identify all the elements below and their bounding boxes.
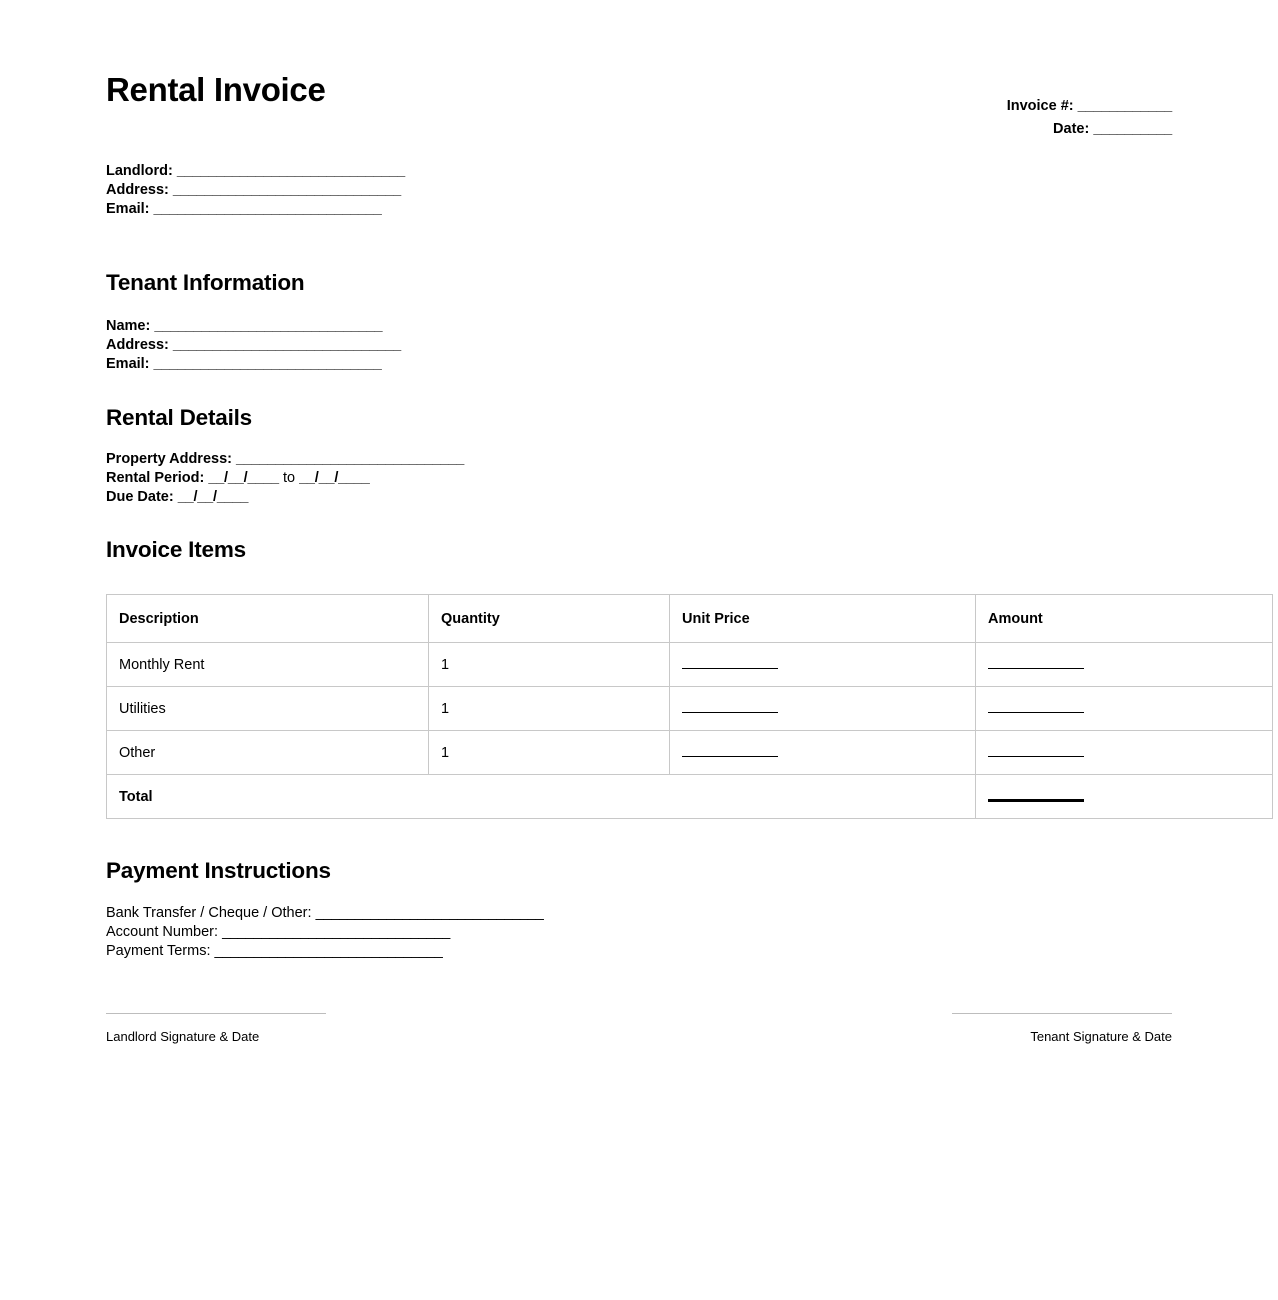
table-header-row — [107, 595, 1273, 643]
landlord-email-label: Email: — [106, 201, 150, 217]
due-date-field[interactable]: __/__/____ — [177, 489, 249, 505]
table-row — [107, 643, 1273, 687]
total-blank-line[interactable] — [988, 788, 1084, 802]
rental-period-label: Rental Period: — [106, 470, 205, 486]
landlord-signature-line[interactable] — [106, 1013, 326, 1014]
column-header-quantity: Quantity — [429, 595, 670, 643]
landlord-name-field[interactable]: _____________________________ — [176, 163, 405, 179]
payment-terms-label: Payment Terms: — [106, 943, 211, 959]
invoice-items-heading: Invoice Items — [106, 537, 246, 562]
tenant-email-label: Email: — [106, 356, 150, 372]
landlord-email-row — [106, 200, 1172, 219]
payment-terms-row — [106, 942, 1172, 961]
tenant-address-field[interactable]: _____________________________ — [172, 337, 401, 353]
page-title: Rental Invoice — [106, 71, 326, 108]
rental-details — [106, 450, 1172, 507]
property-address-label: Property Address: — [106, 451, 232, 467]
item-quantity[interactable]: 1 — [429, 643, 670, 687]
landlord-signature-label: Landlord Signature & Date — [106, 1029, 260, 1044]
invoice-number-label: Invoice #: — [1006, 98, 1074, 114]
total-label: Total — [107, 775, 976, 819]
tenant-email-row — [106, 355, 1172, 374]
landlord-address-row — [106, 181, 1172, 200]
tenant-information-heading: Tenant Information — [106, 270, 305, 295]
tenant-signature-block — [872, 1013, 1172, 1045]
rental-period-end-field[interactable]: __/__/____ — [299, 470, 370, 486]
landlord-name-row — [106, 162, 1172, 181]
column-header-description: Description — [107, 595, 429, 643]
tenant-email-field[interactable]: _____________________________ — [153, 356, 382, 372]
invoice-date-label: Date: — [1053, 121, 1090, 137]
tenant-address-row — [106, 336, 1172, 355]
item-description: Utilities — [107, 687, 429, 731]
table-total-row — [107, 775, 1273, 819]
table-row — [107, 731, 1273, 775]
account-number-label: Account Number: — [106, 924, 219, 940]
rental-period-separator: to — [282, 470, 296, 486]
account-number-field[interactable]: _____________________________ — [222, 924, 451, 940]
property-address-field[interactable]: _____________________________ — [236, 451, 465, 467]
item-quantity[interactable]: 1 — [429, 731, 670, 775]
item-description: Other — [107, 731, 429, 775]
item-amount[interactable] — [976, 687, 1273, 731]
column-header-unit-price: Unit Price — [670, 595, 976, 643]
total-amount[interactable] — [976, 775, 1273, 819]
item-quantity[interactable]: 1 — [429, 687, 670, 731]
due-date-label: Due Date: — [106, 489, 174, 505]
invoice-date-field[interactable]: __________ — [1093, 121, 1172, 137]
rental-period-start-field[interactable]: __/__/____ — [208, 470, 279, 486]
tenant-address-label: Address: — [106, 337, 169, 353]
document-header — [106, 70, 1172, 162]
item-amount[interactable] — [976, 731, 1273, 775]
table-row — [107, 687, 1273, 731]
unit-price-blank-line[interactable] — [682, 657, 778, 669]
property-address-row — [106, 450, 1172, 469]
signature-area — [106, 1013, 1172, 1045]
unit-price-blank-line[interactable] — [682, 745, 778, 757]
tenant-signature-label: Tenant Signature & Date — [1030, 1029, 1172, 1044]
account-number-row — [106, 923, 1172, 942]
amount-blank-line[interactable] — [988, 701, 1084, 713]
invoice-items-table — [106, 594, 1273, 819]
landlord-info — [106, 162, 1172, 219]
landlord-address-field[interactable]: _____________________________ — [172, 182, 401, 198]
due-date-row — [106, 488, 1172, 507]
payment-method-field[interactable]: _____________________________ — [315, 905, 544, 921]
payment-terms-field[interactable]: _____________________________ — [214, 943, 443, 959]
payment-method-row — [106, 904, 1172, 923]
landlord-email-field[interactable]: _____________________________ — [153, 201, 382, 217]
tenant-info — [106, 317, 1172, 374]
rental-period-row — [106, 469, 1172, 488]
item-description: Monthly Rent — [107, 643, 429, 687]
unit-price-blank-line[interactable] — [682, 701, 778, 713]
invoice-number-row — [1007, 95, 1172, 118]
column-header-amount: Amount — [976, 595, 1273, 643]
tenant-signature-line[interactable] — [952, 1013, 1172, 1014]
tenant-name-label: Name: — [106, 318, 151, 334]
rental-details-heading: Rental Details — [106, 405, 252, 430]
tenant-name-row — [106, 317, 1172, 336]
invoice-number-field[interactable]: ____________ — [1077, 98, 1172, 114]
item-unit-price[interactable] — [670, 643, 976, 687]
payment-instructions-heading: Payment Instructions — [106, 858, 331, 883]
payment-method-label: Bank Transfer / Cheque / Other: — [106, 905, 312, 921]
payment-instructions — [106, 904, 1172, 961]
item-unit-price[interactable] — [670, 731, 976, 775]
item-amount[interactable] — [976, 643, 1273, 687]
tenant-name-field[interactable]: _____________________________ — [154, 318, 383, 334]
amount-blank-line[interactable] — [988, 745, 1084, 757]
invoice-date-row — [1007, 118, 1172, 141]
invoice-meta — [1007, 95, 1172, 141]
landlord-address-label: Address: — [106, 182, 169, 198]
landlord-signature-block — [106, 1013, 406, 1045]
amount-blank-line[interactable] — [988, 657, 1084, 669]
landlord-name-label: Landlord: — [106, 163, 173, 179]
item-unit-price[interactable] — [670, 687, 976, 731]
